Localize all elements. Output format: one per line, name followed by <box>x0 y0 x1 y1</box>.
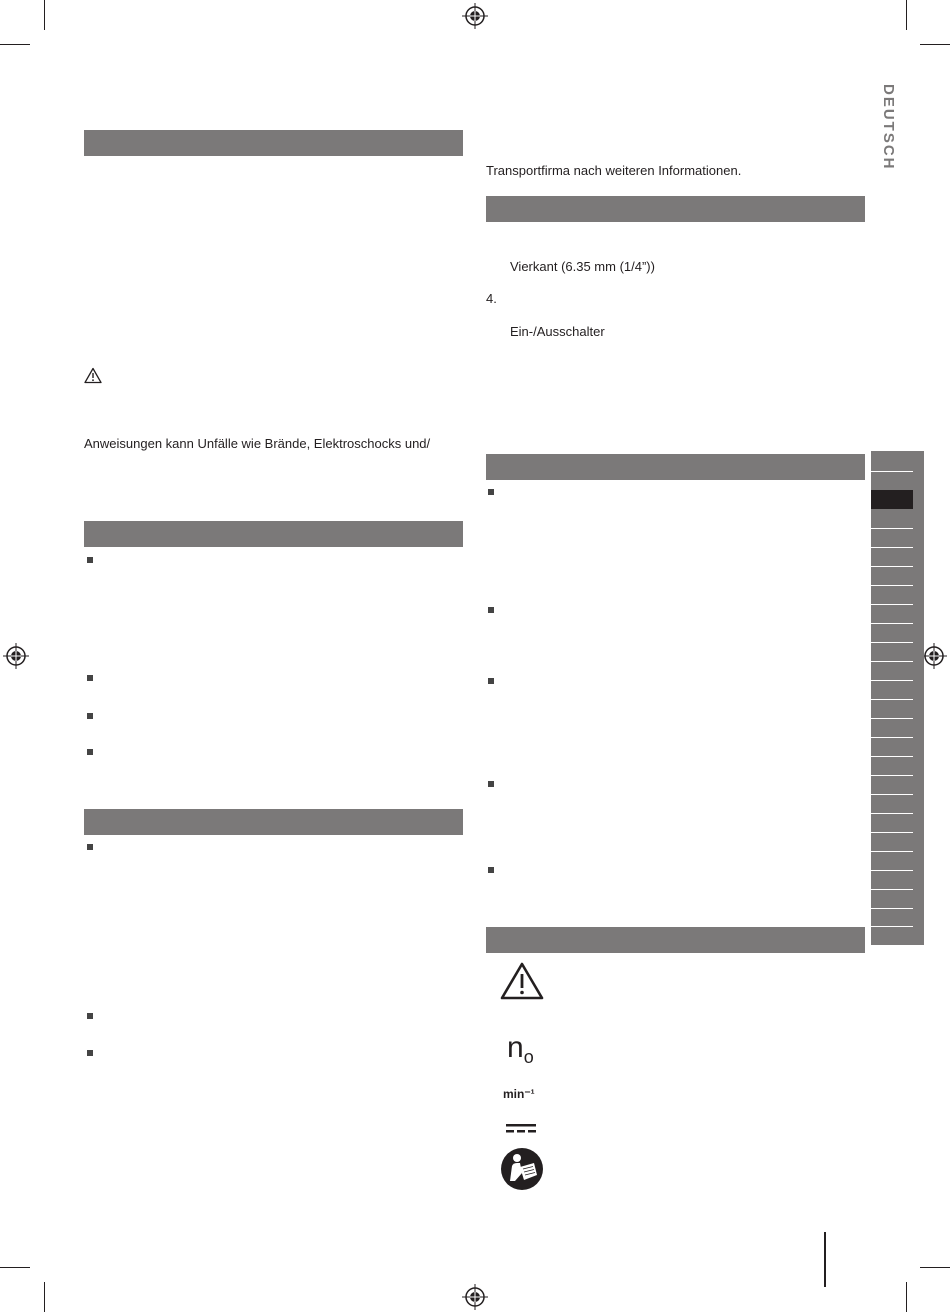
crop-mark <box>44 1282 45 1312</box>
tab-divider <box>871 756 913 757</box>
tab-divider <box>871 604 913 605</box>
registration-mark-icon <box>3 643 29 669</box>
bullet <box>87 1050 93 1056</box>
bullet <box>488 607 494 613</box>
tab-divider <box>871 718 913 719</box>
tab-divider <box>871 926 913 927</box>
tab-divider <box>871 528 913 529</box>
rpm-icon: min⁻¹ <box>503 1087 535 1101</box>
switch-label: Ein-/Ausschalter <box>510 324 605 339</box>
spec-square-drive: Vierkant (6.35 mm (1/4”)) <box>510 259 655 274</box>
section-header-bar <box>486 454 865 480</box>
read-manual-icon <box>500 1147 544 1191</box>
direct-current-icon <box>506 1123 536 1135</box>
bullet <box>87 713 93 719</box>
registration-mark-icon <box>462 1284 488 1310</box>
registration-mark-icon <box>462 3 488 29</box>
tab-divider <box>871 699 913 700</box>
tab-divider <box>871 471 913 472</box>
tab-divider <box>871 737 913 738</box>
bullet <box>488 489 494 495</box>
section-header-bar <box>486 196 865 222</box>
bullet <box>488 867 494 873</box>
tab-divider <box>871 623 913 624</box>
bullet <box>87 844 93 850</box>
warning-icon <box>84 367 102 384</box>
tab-divider <box>871 642 913 643</box>
tab-divider <box>871 547 913 548</box>
tab-divider <box>871 889 913 890</box>
bullet <box>87 675 93 681</box>
section-header-bar <box>84 809 463 835</box>
tab-divider <box>871 908 913 909</box>
bullet <box>87 749 93 755</box>
crop-mark <box>0 44 30 45</box>
tab-divider <box>871 870 913 871</box>
section-header-bar <box>84 130 463 156</box>
speed-symbol-n: n <box>507 1031 524 1064</box>
tab-divider <box>871 680 913 681</box>
registration-mark-icon <box>921 643 947 669</box>
bullet <box>488 781 494 787</box>
page-number-rule <box>824 1232 826 1287</box>
language-tab: DEUTSCH <box>880 84 897 171</box>
tab-divider <box>871 851 913 852</box>
list-number: 4. <box>486 291 497 306</box>
transport-text: Transportfirma nach weiteren Informationen. <box>486 163 742 178</box>
tab-divider <box>871 775 913 776</box>
tab-divider <box>871 832 913 833</box>
warning-text: Anweisungen kann Unfälle wie Brände, Elektroschocks und/ <box>84 436 431 451</box>
bullet <box>488 678 494 684</box>
crop-mark <box>920 44 950 45</box>
speed-symbol-sub: o <box>523 1047 534 1067</box>
no-load-speed-icon <box>507 1032 534 1073</box>
tab-divider <box>871 585 913 586</box>
crop-mark <box>920 1267 950 1268</box>
crop-mark <box>906 0 907 30</box>
section-header-bar <box>486 927 865 953</box>
active-language-tab <box>871 490 913 509</box>
tab-divider <box>871 794 913 795</box>
crop-mark <box>44 0 45 30</box>
warning-icon <box>500 962 544 1000</box>
tab-divider <box>871 566 913 567</box>
bullet <box>87 557 93 563</box>
section-header-bar <box>84 521 463 547</box>
crop-mark <box>0 1267 30 1268</box>
bullet <box>87 1013 93 1019</box>
tab-divider <box>871 813 913 814</box>
crop-mark <box>906 1282 907 1312</box>
tab-divider <box>871 661 913 662</box>
